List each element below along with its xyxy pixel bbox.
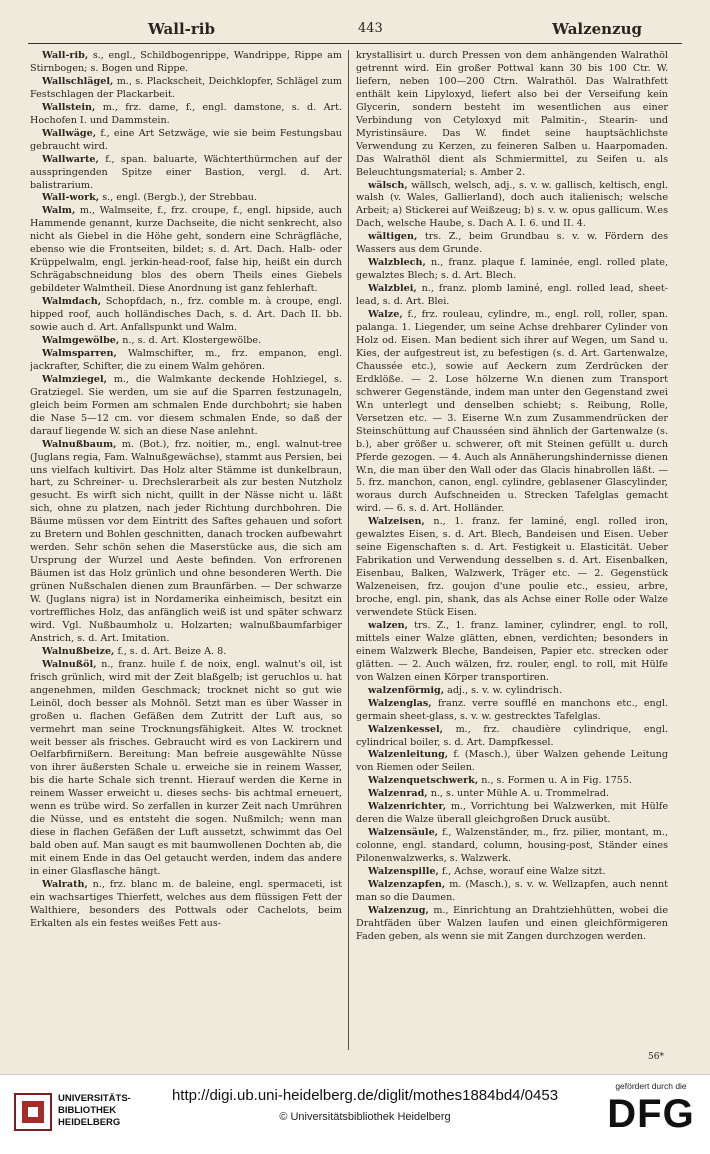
entry-definition: m., Einrichtung an Drahtziehhütten, wobei die Drahtfäden über Walzen laufen und einen gleichförmigeren Faden geben, als wenn sie mit Zangen durchzogen werden. xyxy=(356,904,668,942)
right-text-column xyxy=(356,50,668,1050)
dictionary-entry xyxy=(356,231,668,257)
dictionary-entry xyxy=(30,879,342,931)
entry-headword: Walzensäule, xyxy=(368,827,439,839)
entry-headword: walzen, xyxy=(368,619,408,631)
dictionary-entry xyxy=(356,905,668,944)
entry-definition: n., s. d. Art. Klostergewölbe. xyxy=(119,334,262,346)
dictionary-entry xyxy=(30,348,342,374)
entry-definition: f., span. baluarte, Wächterthürmchen auf der ausspringenden Spitze einer Bastion, vergl. d. Art. balistrarium. xyxy=(30,153,342,191)
entry-headword: Walzenzug, xyxy=(368,904,429,916)
dictionary-entry xyxy=(30,335,342,348)
dictionary-entry xyxy=(30,646,342,659)
entry-headword: Walzeisen, xyxy=(368,516,425,528)
entry-definition: m., die Walmkante deckende Hohlziegel, s. Gratziegel. Sie werden, um sie auf die Sparren festzunageln, gleich beim Formen am schmalen Ende durchbohrt; sie haben die Nase 5—12 cm. vor diesem schmalen Ende, so daß der darauf liegende W. sich an diese Nase anlehnt. xyxy=(30,373,342,437)
viewer-footer xyxy=(0,1074,710,1154)
dictionary-entry xyxy=(356,866,668,879)
dictionary-entry xyxy=(30,374,342,439)
dictionary-entry xyxy=(356,620,668,685)
entry-headword: Wallwäge, xyxy=(42,127,97,139)
entry-definition: f. (Masch.), über Walzen gehende Leitung von Riemen oder Seilen. xyxy=(356,749,668,774)
dictionary-entry xyxy=(356,283,668,309)
entry-definition: Walmschifter, m., frz. empanon, engl. jackrafter, Schifter, die zu einem Walm gehören. xyxy=(30,347,342,372)
page-number: 443 xyxy=(358,21,383,36)
dictionary-entry xyxy=(356,180,668,232)
entry-definition: Schopfdach, n., frz. comble m. à croupe, engl. hipped roof, auch holländisches Dach, s. d. Art. Dach II. bb. sowie auch d. Art. Anfallspunkt und Walm. xyxy=(30,296,342,334)
dictionary-entry xyxy=(356,879,668,905)
entry-definition: f., Achse, worauf eine Walze sitzt. xyxy=(438,866,606,878)
entry-headword: Walzenglas, xyxy=(368,697,432,709)
entry-headword: Wall-rib, xyxy=(42,50,89,61)
left-text-column xyxy=(30,50,342,1050)
dictionary-entry xyxy=(356,257,668,283)
dictionary-entry xyxy=(356,685,668,698)
entry-headword: Walzenzapfen, xyxy=(368,879,446,890)
entry-headword: Walzenrichter, xyxy=(368,801,447,813)
entry-headword: Walzenrad, xyxy=(368,788,428,800)
copyright-text: © Universitätsbibliothek Heidelberg xyxy=(279,1111,451,1123)
entry-definition: n., franz. plaque f. laminée, engl. rolled plate, gewalztes Blech; s. d. Art. Blech. xyxy=(356,257,668,282)
entry-headword: Walze, xyxy=(368,309,403,321)
entry-definition: f., s. d. Art. Beize A. 8. xyxy=(114,645,227,657)
dictionary-entry xyxy=(356,698,668,724)
entry-headword: Wall-work, xyxy=(42,192,100,204)
entry-headword: Walzenkessel, xyxy=(368,723,443,735)
entry-definition: trs. Z., beim Grundbau s. v. w. Fördern des Wassers aus dem Grunde. xyxy=(356,231,668,256)
entry-headword: Walnußöl, xyxy=(42,658,97,670)
dictionary-entry xyxy=(356,775,668,788)
entry-definition: m., frz. chaudière cylindrique, engl. cylindrical boiler, s. d. Art. Dampfkessel. xyxy=(356,723,668,748)
entry-headword: wältigen, xyxy=(368,231,418,243)
entry-headword: Walnußbaum, xyxy=(42,438,117,450)
dfg-logo-text: DFG xyxy=(607,1092,695,1136)
column-divider xyxy=(348,50,349,1050)
dictionary-entry xyxy=(30,439,342,646)
entry-definition: adj., s. v. w. cylindrisch. xyxy=(444,684,563,696)
entry-headword: Walmgewölbe, xyxy=(42,334,120,346)
entry-definition: n., s. Formen u. A in Fig. 1755. xyxy=(478,775,633,787)
entry-definition: m., frz. dame, f., engl. damstone, s. d. Art. Hochofen I. und Dammstein. xyxy=(30,101,342,126)
entry-headword: wälsch, xyxy=(368,179,408,191)
running-head xyxy=(28,18,682,44)
entry-headword: Walnußbeize, xyxy=(42,645,115,657)
entry-definition: trs. Z., 1. franz. laminer, cylindrer, engl. to roll, mittels einer Walze glätten, ebnen, verdichten; besonders in einem Walzwerk Bleche, Bandeisen, Papier etc. strecken oder glätten. — 2. Auch wälzen, frz. rouler, engl. to roll, mit Hülfe von Walzen einen Körper transportiren. xyxy=(356,619,668,683)
dictionary-entry xyxy=(356,801,668,827)
entry-headword: Walmsparren, xyxy=(42,347,117,359)
dictionary-entry xyxy=(30,296,342,335)
entry-definition: m. (Bot.), frz. noitier, m., engl. walnut-tree (Juglans regia, Fam. Walnußgewächse), stammt aus Persien, bei uns vielfach kultivirt. Das Holz alter Stämme ist dunkelbraun, hart, zu Schreiner- u. Drechslerarbeit als zur besten Nutzholz gesucht. Es wirft sich nicht, quillt in der Nässe nicht u. läßt sich, ohne zu platzen, nach jeder Richtung durchbohren. Die Bäume müssen vor dem Eintritt des Saftes gehauen und sofort zu Bretern und Bohlen geschnitten, danach trocken aufbewahrt werden. Sehr schön sehen die Maserstücke aus, die sich am Ursprung der Wurzel und Aeste befinden. Von erfrorenen Bäumen ist das Holz grünlich und ohne besonderen Werth. Die grünen Nußschalen dienen zum Braunfärben. — Der schwarze W. (Juglans nigra) ist in Nordamerika einheimisch, besitzt ein vortreffliches Holz, das anfänglich weiß ist und später schwarz wird. Vgl. Nußbaumholz u. Holzarten; walnußbaumfarbiger Anstrich, s. d. Art. Imitation. xyxy=(30,438,342,644)
dictionary-entry xyxy=(356,309,668,516)
entry-definition: m., Walmseite, f., frz. croupe, f., engl. hipside, auch Hammende genannt, kurze Dachseite, die nicht senkrecht, also nicht als Giebel in die Höhe geht, sondern eine Schrägfläche, ebenso wie die Frontseiten, bildet; s. d. Art. Dach. Halb- oder Krüppelwalm, engl. jerkin-head-roof, false hip, heißt ein durch Schrägabschneidung blos des obern Theils eines Giebels gebildeter Walmtheil. Diese Anordnung ist ganz fehlerhaft. xyxy=(30,205,342,295)
library-logo[interactable] xyxy=(14,1089,134,1145)
entry-definition: n., franz. huile f. de noix, engl. walnut's oil, ist frisch grünlich, wird mit der Zeit blaßgelb; ist geruchlos u. hat angenehmen, milden Geschmack; trocknet nicht so gut wie Leinöl, doch besser als Mohnöl. Setzt man es über Wasser in großen u. flachen Gefäßen dem Zutritt der Luft aus, so vermehrt man seine Trocknungsfähigkeit. Altes W. trocknet weit besser als frisches. Gebraucht wird es von Lackirern und Oelfarbfirnißern. Bereitung: Man befreie ausgewählte Nüsse von ihrer äußersten Schale u. erweiche sie in reinem Wasser, bis die harte Schale sich trennt. Hierauf werden die Kerne in reinem Wasser erweicht u. dieses sechs- bis achtmal erneuert, wenn es trübe wird. So zerfallen in kurzer Zeit nach Umrühren die Nüsse, und es entsteht die sogen. Nußmilch; wenn man diese in flachen Gefäßen der Luft aussetzt, schwimmt das Oel bald oben auf. Man saugt es mit baumwollenen Dochten ab, die mit einem Ende in das Oel getaucht werden, indem das andere in einer Glasflasche hängt. xyxy=(30,658,342,878)
entry-headword: Walzenquetschwerk, xyxy=(368,775,479,787)
entry-definition: n., 1. franz. fer laminé, engl. rolled iron, gewalztes Eisen, s. d. Art. Blech, Bandeisen und Eisen. Ueber seine Eigenschaften s. d. Art. Festigkeit u. Elasticität. Ueber Fabrikation und Verwendung desselben s. d. Art. Eisenbalken, Eisenbau, Balken, Walzwerk, Träger etc. — 2. Gegenstück Walzeneisen, frz. goujon d'une poulie etc., essieu, arbre, broche, engl. pin, shank, das als Achse einer Rolle oder Walze verwendete Stück Eisen. xyxy=(356,516,668,618)
dfg-funding-logo[interactable] xyxy=(606,1081,696,1145)
dictionary-entry xyxy=(30,50,342,76)
dictionary-entry xyxy=(30,102,342,128)
dictionary-entry xyxy=(30,154,342,193)
library-seal-icon xyxy=(14,1093,52,1131)
entry-headword: Wallstein, xyxy=(42,101,96,113)
dictionary-entry xyxy=(356,788,668,801)
running-head-right: Walzenzug xyxy=(552,20,642,38)
dictionary-entry xyxy=(356,516,668,620)
dictionary-entry xyxy=(30,659,342,879)
entry-headword: Walzenspille, xyxy=(368,866,439,878)
entry-headword: Wallwarte, xyxy=(42,153,99,165)
entry-definition: m., Vorrichtung bei Walzwerken, mit Hülfe deren die Walze überall gleichgroßen Druck ausübt. xyxy=(356,801,668,826)
entry-definition: m., s. Plackscheit, Deichklopfer, Schlägel zum Festschlagen der Plackarbeit. xyxy=(30,75,342,100)
entry-headword: Walmziegel, xyxy=(42,373,107,385)
copyright-line xyxy=(170,1111,560,1123)
entry-definition: m. (Masch.), s. v. w. Wellzapfen, auch nennt man so die Daumen. xyxy=(356,879,668,903)
entry-definition: franz. verre soufflé en manchons etc., engl. germain sheet-glass, s. v. w. gestrecktes Tafelglas. xyxy=(356,697,668,722)
entry-definition: s., engl., Schildbogenrippe, Wandrippe, Rippe am Stirnbogen; s. Bogen und Rippe. xyxy=(30,50,342,74)
entry-headword: Wallschlägel, xyxy=(42,75,114,87)
dictionary-entry xyxy=(356,827,668,866)
dictionary-entry xyxy=(356,50,668,180)
dictionary-entry xyxy=(356,749,668,775)
entry-headword: Walmdach, xyxy=(42,296,102,308)
dictionary-entry xyxy=(30,192,342,205)
entry-definition: n., s. unter Mühle A. u. Trommelrad. xyxy=(427,788,610,800)
entry-headword: Walzblech, xyxy=(368,257,426,269)
entry-definition: f., eine Art Setzwäge, wie sie beim Festungsbau gebraucht wird. xyxy=(30,127,342,152)
entry-definition: krystallisirt u. durch Pressen von dem anhängenden Walrathöl getrennt wird. Ein großer Pottwal kann 30 bis 100 Ctr. W. liefern, neben 100—200 Ctrn. Walrathöl. Das Walrathfett enthält kein Lipyloxyd, liefert also bei der Verseifung kein Glycerin, sondern besteht im wesentlichen aus einer Verbindung von Cetyloxyd mit Palmitin-, Stearin- und Myristinsäure. Das W. findet seine hauptsächlichste Verwendung zu Kerzen, zu feineren Salben u. Haarpomaden. Das Walrathöl dient als Schmiermittel, zu Seifen u. als Beleuchtungsmaterial; s. Amber 2. xyxy=(356,50,668,178)
entry-definition: n., frz. blanc m. de baleine, engl. spermaceti, ist ein wachsartiges Thierfett, welches aus dem flüssigen Fett der Walthiere, besonders des Pottwals oder Cachelots, beim Erkalten als ein festes weißes Fett aus- xyxy=(30,879,342,929)
entry-definition: s., engl. (Bergb.), der Strebbau. xyxy=(99,192,258,204)
signature-mark: 56* xyxy=(648,1052,664,1062)
entry-headword: Walm, xyxy=(42,205,76,217)
funded-by-label: gefördert durch die xyxy=(615,1081,687,1091)
dictionary-entry xyxy=(30,205,342,296)
entry-headword: Walrath, xyxy=(42,879,88,890)
entry-headword: Walzblei, xyxy=(368,283,417,295)
entry-headword: Walzenleitung, xyxy=(368,749,449,761)
dictionary-entry xyxy=(30,128,342,154)
running-head-left: Wall-rib xyxy=(148,20,215,38)
library-name: UNIVERSITÄTS- BIBLIOTHEK HEIDELBERG xyxy=(58,1093,131,1128)
entry-definition: wällsch, welsch, adj., s. v. w. gallisch, keltisch, engl. walsh (v. Wales, Gallierland), doch auch italienisch; welsche Arbeit; a) Stickerei auf Weißzeug; b) s. v. w. opus gallicum. W.es Dach, welsche Haube, s. Dach A. I. 6. und II. 4. xyxy=(356,179,668,230)
entry-definition: f., Walzenständer, m., frz. pilier, montant, m., colonne, engl. standard, column, housing-post, Ständer eines Pilonenwalzwerks, s. Walzwerk. xyxy=(356,827,668,865)
entry-definition: n., franz. plomb laminé, engl. rolled lead, sheet-lead, s. d. Art. Blei. xyxy=(356,283,668,308)
permalink-url[interactable]: http://digi.ub.uni-heidelberg.de/diglit/mothes1884bd4/0453 xyxy=(171,1087,559,1104)
dictionary-entry xyxy=(30,76,342,102)
dictionary-entry xyxy=(356,724,668,750)
entry-definition: f., frz. rouleau, cylindre, m., engl. roll, roller, span. palanga. 1. Liegender, um seine Achse drehbarer Cylinder von Holz od. Eisen. Man bedient sich ihrer auf Wegen, um Sand u. Kies, der aufgestreut ist, zu befestigen (s. d. Art. Gartenwalze, Chaussée etc.), sowie auf Aeckern zum Zerdrücken der Erdklöße. — 2. Lose hölzerne W.n dienen zum Transport schwerer Gegenstände, indem man unter den Gegenstand zwei W.n unterlegt und denselben schiebt; s. Reibung, Rolle, Versetzen etc. — 3. Eiserne W.n zum Zusammendrücken der Steinschüttung auf Chausséen sind ähnlich der Gartenwalze (s. b.), aber größer u. schwerer, oft mit Steinen gefüllt u. durch Pferde gezogen. — 4. Auch als Annäherungshindernisse dienen W.n, die man über den Wall oder das Glacis hinabrollen läßt. — 5. frz. manchon, canon, engl. cylindre, geblasener Glascylinder, woraus durch Aufschneiden u. Strecken Tafelglas gemacht wird. — 6. s. d. Art. Holländer. xyxy=(356,309,668,515)
entry-headword: walzenförmig, xyxy=(368,684,445,696)
